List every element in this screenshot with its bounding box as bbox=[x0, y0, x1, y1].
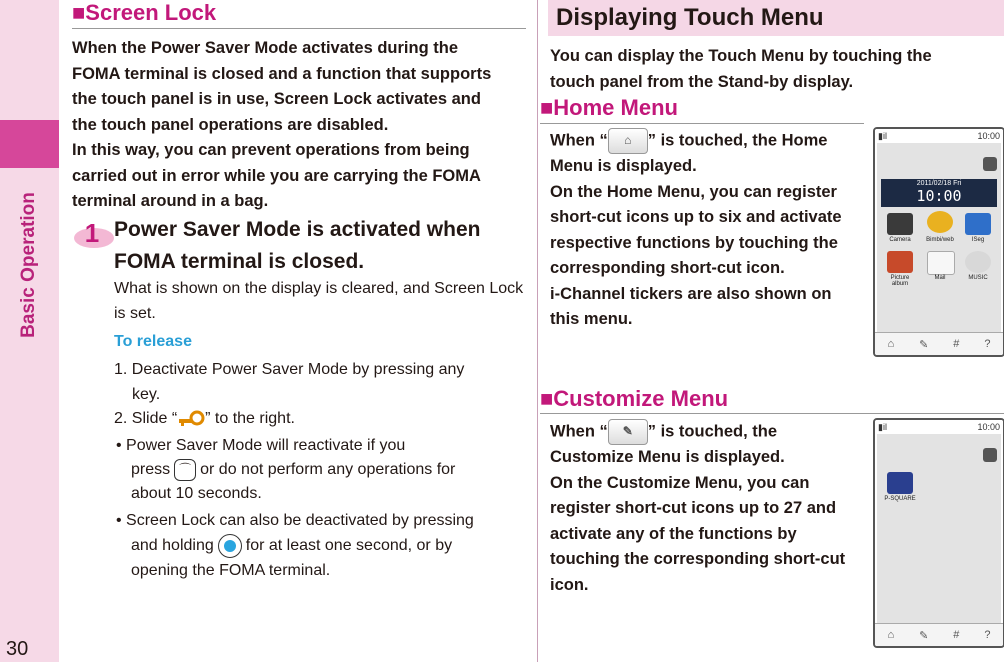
home-line: short-cut icons up to six and activate bbox=[550, 208, 842, 226]
home-line bbox=[550, 128, 868, 154]
heading-rule bbox=[72, 28, 526, 29]
music-icon bbox=[965, 251, 991, 273]
heading-rule bbox=[540, 123, 864, 124]
step-number-badge bbox=[72, 216, 116, 252]
custom-line: touching the corresponding short-cut bbox=[550, 550, 846, 568]
bullet-1-line-1: • Power Saver Mode will reactivate if you bbox=[116, 437, 406, 454]
browser-icon bbox=[927, 211, 953, 233]
screen-lock-heading: ■Screen Lock bbox=[72, 0, 217, 25]
intro-line: terminal around in a bag. bbox=[72, 192, 269, 210]
icon-label: ISeg bbox=[971, 237, 985, 243]
column-divider bbox=[537, 0, 538, 662]
step-number: 1 bbox=[84, 218, 100, 248]
home-icon: ⌂ bbox=[887, 338, 895, 350]
customize-icon: ✎ bbox=[919, 629, 929, 642]
bullet-1-line-3: about 10 seconds. bbox=[131, 485, 262, 502]
intro-line: You can display the Touch Menu by touching the bbox=[550, 47, 932, 65]
customize-menu-heading: ■Customize Menu bbox=[540, 386, 729, 411]
home-line: corresponding short-cut icon. bbox=[550, 259, 785, 277]
customize-menu-text bbox=[550, 419, 872, 598]
intro-line: FOMA terminal is closed and a function that supports bbox=[72, 64, 492, 83]
tool-icon bbox=[983, 448, 997, 462]
release-step-1: 1. Deactivate Power Saver Mode by pressing any bbox=[114, 361, 465, 378]
help-icon: ? bbox=[984, 338, 991, 350]
home-line: respective functions by touching the bbox=[550, 233, 838, 252]
camera-icon bbox=[887, 213, 913, 235]
customize-icon: ✎ bbox=[919, 338, 929, 351]
touch-menu-intro bbox=[550, 44, 1000, 95]
end-key-icon: ⌒ bbox=[174, 459, 196, 481]
release-step-2 bbox=[114, 406, 295, 431]
sidebar-section-label: Basic Operation bbox=[18, 192, 39, 338]
icon-label: Bimbi/web bbox=[926, 237, 954, 243]
keypad-icon: # bbox=[953, 629, 960, 641]
sidebar-tab bbox=[0, 120, 59, 168]
status-bar bbox=[875, 420, 1003, 434]
signal-icon: ▮il bbox=[878, 422, 887, 432]
home-icon: ⌂ bbox=[608, 128, 648, 154]
custom-line: icon. bbox=[550, 575, 589, 594]
custom-line-post: ” is touched, the bbox=[647, 422, 778, 441]
page-title: Displaying Touch Menu bbox=[556, 4, 824, 31]
home-line: this menu. bbox=[550, 310, 633, 328]
customize-icon: ✎ bbox=[608, 419, 648, 445]
icon-label: P-SQUARE bbox=[884, 496, 916, 502]
screen-lock-intro bbox=[72, 36, 532, 215]
intro-line: In this way, you can prevent operations from being bbox=[72, 141, 470, 159]
custom-line: On the Customize Menu, you can bbox=[550, 473, 810, 492]
mail-icon bbox=[927, 251, 955, 275]
clock-time: 10:00 bbox=[916, 187, 962, 205]
bullet-2-pre: and holding bbox=[131, 537, 214, 554]
home-line: On the Home Menu, you can register bbox=[550, 182, 837, 201]
custom-line-pre: When “ bbox=[550, 422, 608, 441]
iseg-icon bbox=[965, 213, 991, 235]
release-step-1-cont: key. bbox=[132, 386, 161, 403]
icon-label: Camera bbox=[889, 237, 911, 243]
home-line-pre: When “ bbox=[550, 131, 608, 150]
custom-line: register short-cut icons up to 27 and bbox=[550, 499, 837, 517]
home-line-post: ” is touched, the Home bbox=[647, 131, 828, 150]
icon-label: Picture album bbox=[890, 275, 910, 287]
intro-line: touch panel from the Stand-by display. bbox=[550, 72, 854, 91]
bullet-1-pre: press bbox=[131, 461, 171, 478]
keypad-icon: # bbox=[953, 338, 960, 350]
p-square-icon bbox=[887, 472, 913, 494]
clock-date: 2011/02/18 Fri bbox=[916, 180, 962, 187]
customize-menu-screenshot bbox=[873, 418, 1004, 648]
touch-menu-bar bbox=[875, 623, 1003, 646]
bullet-2-line-3: opening the FOMA terminal. bbox=[131, 562, 331, 579]
screen-area bbox=[877, 434, 1001, 624]
intro-line: When the Power Saver Mode activates during the bbox=[72, 39, 459, 57]
release-step-2-post: ” to the right. bbox=[205, 410, 295, 427]
intro-line: the touch panel is in use, Screen Lock activates and bbox=[72, 90, 481, 108]
bullet-2-line-2 bbox=[131, 533, 452, 558]
home-menu-heading: ■Home Menu bbox=[540, 95, 678, 120]
bullet-2-post: for at least one second, or by bbox=[245, 537, 453, 554]
home-line: i-Channel tickers are also shown on bbox=[550, 284, 832, 303]
intro-line: the touch panel operations are disabled. bbox=[72, 115, 389, 134]
home-icon: ⌂ bbox=[887, 629, 895, 641]
status-time: 10:00 bbox=[977, 131, 1000, 141]
picture-album-icon bbox=[887, 251, 913, 273]
home-line: Menu is displayed. bbox=[550, 157, 697, 175]
step-title: Power Saver Mode is activated when FOMA terminal is closed. bbox=[114, 218, 481, 273]
status-time: 10:00 bbox=[977, 422, 1000, 432]
tool-icon bbox=[983, 157, 997, 171]
status-bar bbox=[875, 129, 1003, 143]
home-menu-text bbox=[550, 128, 868, 333]
help-icon: ? bbox=[984, 629, 991, 641]
custom-line: Customize Menu is displayed. bbox=[550, 448, 785, 466]
page-number: 30 bbox=[6, 638, 29, 660]
home-menu-screenshot bbox=[873, 127, 1004, 357]
key-icon bbox=[177, 410, 205, 428]
intro-line: carried out in error while you are carrying the FOMA bbox=[72, 166, 481, 185]
release-label: To release bbox=[114, 333, 192, 350]
custom-line: activate any of the functions by bbox=[550, 524, 797, 543]
custom-line bbox=[550, 419, 872, 445]
bullet-1-post: or do not perform any operations for bbox=[200, 461, 456, 478]
bullet-1-line-2 bbox=[131, 457, 455, 482]
release-step-2-pre: 2. Slide “ bbox=[114, 410, 178, 427]
icon-label: MUSIC bbox=[968, 275, 988, 281]
heading-rule bbox=[540, 413, 1004, 414]
touch-menu-bar bbox=[875, 332, 1003, 355]
step-description: What is shown on the display is cleared, and Screen Lock is set. bbox=[114, 280, 524, 322]
bullet-2-line-1: • Screen Lock can also be deactivated by pressing bbox=[116, 512, 474, 529]
clock-bar bbox=[881, 179, 997, 207]
signal-icon: ▮il bbox=[878, 131, 887, 141]
center-key-icon bbox=[218, 534, 242, 558]
icon-label: Mail bbox=[934, 275, 946, 281]
